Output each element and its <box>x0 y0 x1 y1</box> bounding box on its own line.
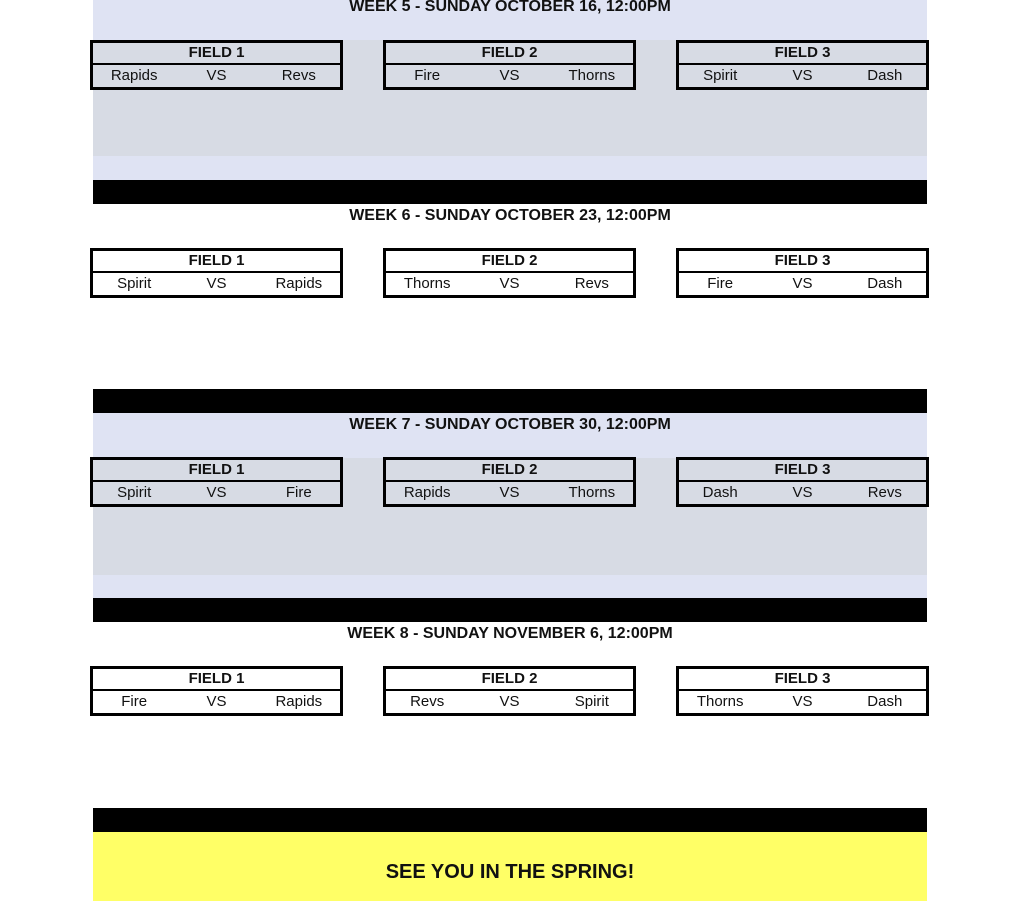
vs-label: VS <box>206 67 227 84</box>
match-teams <box>386 482 633 504</box>
week-5-footer-band <box>93 156 927 180</box>
match-week8-field3 <box>676 666 929 716</box>
home-team: Rapids <box>110 67 158 84</box>
home-team: Thorns <box>696 693 744 710</box>
away-team: Revs <box>574 275 609 292</box>
week-title: WEEK 7 - SUNDAY OCTOBER 30, 12:00PM <box>349 416 671 433</box>
match-week8-field2 <box>383 666 636 716</box>
match-teams <box>679 65 926 87</box>
match-week6-field3 <box>676 248 929 298</box>
week-divider <box>93 389 927 413</box>
away-team: Revs <box>281 67 316 84</box>
home-team: Fire <box>414 67 441 84</box>
week-title: WEEK 5 - SUNDAY OCTOBER 16, 12:00PM <box>349 0 671 15</box>
field-label: FIELD 3 <box>679 669 926 691</box>
match-teams <box>386 65 633 87</box>
match-week5-field2 <box>383 40 636 90</box>
vs-label: VS <box>792 275 813 292</box>
away-team: Thorns <box>568 484 616 501</box>
field-label: FIELD 2 <box>386 43 633 65</box>
match-week6-field2 <box>383 248 636 298</box>
week-title: WEEK 6 - SUNDAY OCTOBER 23, 12:00PM <box>349 207 671 224</box>
field-label: FIELD 1 <box>93 669 340 691</box>
match-week7-field3 <box>676 457 929 507</box>
away-team: Dash <box>867 275 903 292</box>
match-teams <box>93 65 340 87</box>
week-divider <box>93 808 927 832</box>
vs-label: VS <box>499 693 520 710</box>
away-team: Revs <box>867 484 902 501</box>
match-week5-field3 <box>676 40 929 90</box>
week-5-block <box>93 0 927 180</box>
home-team: Rapids <box>403 484 451 501</box>
away-team: Rapids <box>275 693 323 710</box>
home-team: Spirit <box>117 275 152 292</box>
away-team: Dash <box>867 693 903 710</box>
field-label: FIELD 3 <box>679 251 926 273</box>
away-team: Dash <box>867 67 903 84</box>
week-7-footer-band <box>93 575 927 598</box>
match-teams <box>386 691 633 713</box>
match-teams <box>679 273 926 295</box>
home-team: Spirit <box>703 67 738 84</box>
vs-label: VS <box>206 484 227 501</box>
home-team: Thorns <box>403 275 451 292</box>
away-team: Rapids <box>275 275 323 292</box>
field-label: FIELD 1 <box>93 43 340 65</box>
vs-label: VS <box>499 275 520 292</box>
home-team: Fire <box>707 275 734 292</box>
vs-label: VS <box>792 693 813 710</box>
match-week6-field1 <box>90 248 343 298</box>
field-label: FIELD 3 <box>679 460 926 482</box>
field-label: FIELD 2 <box>386 460 633 482</box>
vs-label: VS <box>206 693 227 710</box>
field-label: FIELD 2 <box>386 251 633 273</box>
home-team: Revs <box>410 693 445 710</box>
vs-label: VS <box>206 275 227 292</box>
field-label: FIELD 1 <box>93 251 340 273</box>
match-teams <box>93 691 340 713</box>
away-team: Fire <box>285 484 312 501</box>
home-team: Spirit <box>117 484 152 501</box>
vs-label: VS <box>499 67 520 84</box>
banner-text: SEE YOU IN THE SPRING! <box>385 861 635 883</box>
field-label: FIELD 2 <box>386 669 633 691</box>
vs-label: VS <box>792 484 813 501</box>
match-week7-field1 <box>90 457 343 507</box>
week-title: WEEK 8 - SUNDAY NOVEMBER 6, 12:00PM <box>347 625 673 642</box>
match-teams <box>93 482 340 504</box>
field-label: FIELD 3 <box>679 43 926 65</box>
week-divider <box>93 180 927 204</box>
field-label: FIELD 1 <box>93 460 340 482</box>
home-team: Dash <box>702 484 738 501</box>
week-divider <box>93 598 927 622</box>
match-teams <box>679 691 926 713</box>
match-teams <box>386 273 633 295</box>
home-team: Fire <box>121 693 148 710</box>
match-teams <box>93 273 340 295</box>
closing-banner <box>93 832 927 901</box>
away-team: Spirit <box>574 693 609 710</box>
match-teams <box>679 482 926 504</box>
match-week7-field2 <box>383 457 636 507</box>
vs-label: VS <box>499 484 520 501</box>
match-week5-field1 <box>90 40 343 90</box>
vs-label: VS <box>792 67 813 84</box>
match-week8-field1 <box>90 666 343 716</box>
away-team: Thorns <box>568 67 616 84</box>
